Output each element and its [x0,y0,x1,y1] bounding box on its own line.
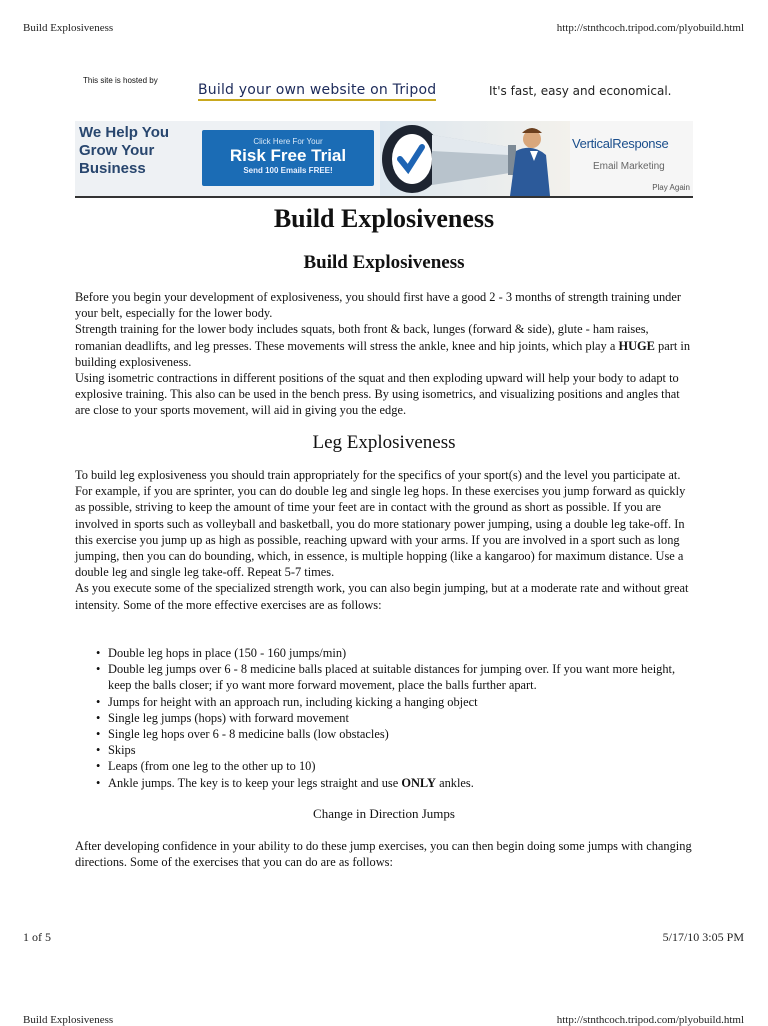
print-header-title: Build Explosiveness [23,22,114,34]
brand-name: VerticalResponse [572,136,669,151]
section-heading-build: Build Explosiveness [303,252,465,273]
list-item: • Skips [80,742,697,758]
play-again-link[interactable]: Play Again [652,183,690,192]
banner-headline-line: We Help You [79,124,170,141]
bold-emphasis: ONLY [401,775,436,790]
list-item: • Double leg jumps over 6 - 8 medicine balls placed at suitable distances for jumping over. If you want more height, keep the balls closer; if yo want more forward movement, place the balls further apart. [80,661,697,693]
verticalresponse-logo [570,121,693,196]
intro-paragraph: Before you begin your development of explosiveness, you should first have a good 2 - 3 months of strength training under your belt, especially for the lower body. [75,290,681,321]
hosted-by-label: This site is hosted by [83,76,158,85]
list-item: • Single leg jumps (hops) with forward movement [80,710,697,726]
cta-small-text: Click Here For Your [253,137,323,146]
cta-sub-text: Send 100 Emails FREE! [243,166,333,175]
banner-headline-line: Business [79,160,146,177]
banner-headline-box [75,121,199,196]
intro-paragraph [75,321,697,370]
cta-main-text: Risk Free Trial [229,146,347,165]
ad-banner[interactable] [75,121,693,198]
body-paragraph: As you execute some of the specialized strength work, you can also begin jumping, but at a moderate rate and without great intensity. Some of the more effective exercises are as follows: [75,581,689,612]
list-item [80,775,697,791]
text-span: Strength training for the lower body includes squats, both front & back, lunges (forward & side), glute - ham raises, romanian deadlifts, and leg presses. These movements will stress the ankle, knee and hip joints, which play a [75,322,649,353]
banner-illustration [380,121,570,196]
print-datetime: 5/17/10 3:05 PM [662,930,744,944]
subheading-direction-jumps: Change in Direction Jumps [313,806,455,821]
banner-headline-line: Grow Your [79,142,155,159]
list-item: • Double leg hops in place (150 - 160 jumps/min) [80,645,697,661]
next-page-header-title: Build Explosiveness [23,1014,114,1026]
text-span: Ankle jumps. The key is to keep your legs straight and use [108,775,402,790]
list-item: • Leaps (from one leg to the other up to 10) [80,758,697,774]
intro-text [75,289,697,419]
next-page-header-url: http://stnthcoch.tripod.com/plyobuild.html [556,1014,744,1026]
intro-paragraph: Using isometric contractions in different positions of the squat and then exploding upward will help your body to adapt to explosive training. This also can be used in the bench press. By using isometrics, and visualizing positions and angles that are close to your sports movement, will aid in giving you the edge. [75,371,680,418]
text-span: part in building explosiveness. [75,338,691,369]
tripod-build-link[interactable]: Build your own website on Tripod [198,82,436,101]
list-item: • Jumps for height with an approach run, including kicking a hanging object [80,694,697,710]
banner-headline [79,124,197,178]
bold-emphasis: HUGE [618,338,655,353]
list-item: • Single leg hops over 6 - 8 medicine balls (low obstacles) [80,726,697,742]
section-heading-leg: Leg Explosiveness [312,432,456,453]
brand-subtitle: Email Marketing [593,161,665,172]
exercise-list [80,645,697,791]
telescope-man-icon [380,121,570,196]
text-span: ankles. [435,775,474,790]
closing-paragraph: After developing confidence in your ability to do these jump exercises, you can then begin doing some jumps with changing directions. Some of the exercises that you can do are as follows: [75,839,692,870]
body-paragraph: To build leg explosiveness you should train appropriately for the specifics of your sport(s) and the level you participate at. For example, if you are sprinter, you can do double leg and single leg hops. In these exercises you jump forward as quickly as possible, striving to keep the amount of time your feet are in contact with the ground as short as possible. If you are involved in sports such as volleyball and basketball, you do more stationary power jumping, using a double leg take-off. In this exercise you jump up as high as possible, reaching upward with your arms. If you are involved in a sport such as long jumping, then you can do bounding, which, in essence, is multiple hopping (like a kangaroo) for maximum distance. Use a double leg and single leg take-off. Repeat 5-7 times. [75,468,686,580]
page-number: 1 of 5 [23,930,51,944]
print-header-url: http://stnthcoch.tripod.com/plyobuild.html [556,22,744,34]
leg-explosiveness-text [75,467,697,613]
risk-free-trial-button[interactable] [202,130,374,186]
tripod-tagline: It's fast, easy and economical. [489,84,672,98]
page-title: Build Explosiveness [273,204,495,233]
